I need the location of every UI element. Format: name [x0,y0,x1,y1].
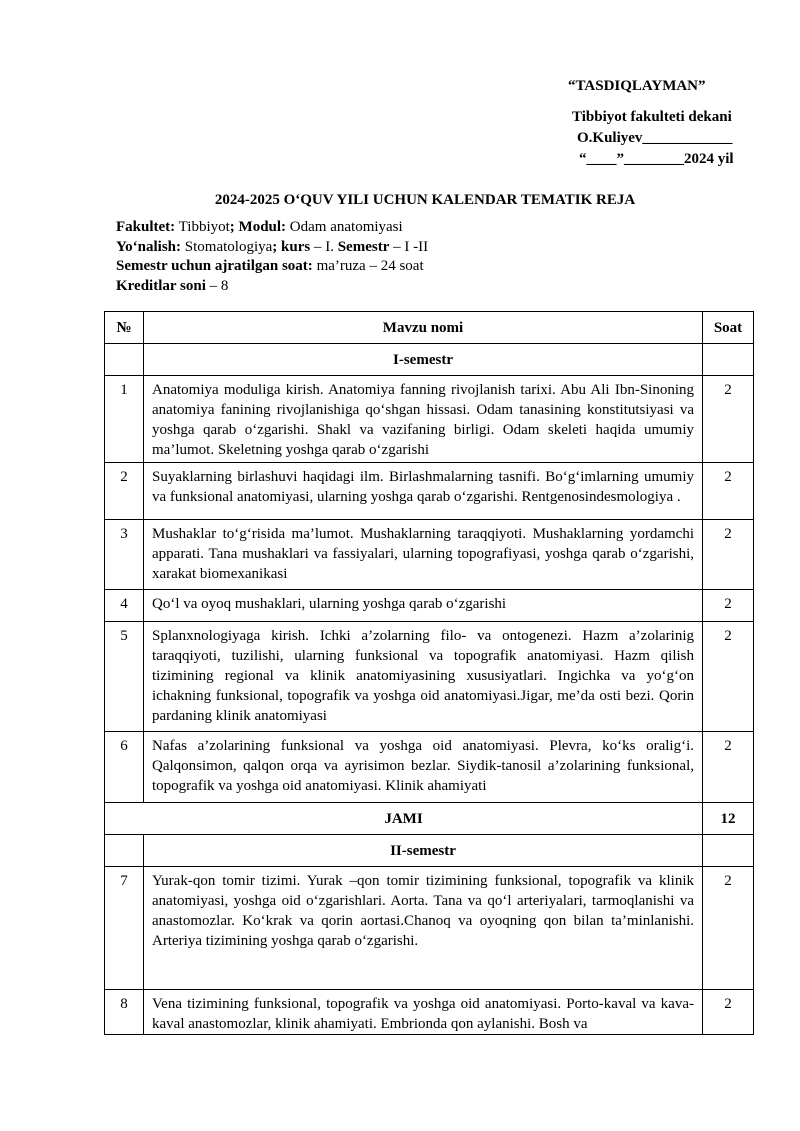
semester-row [105,344,754,376]
header-hours: Soat [703,312,754,344]
semester-empty-cell [105,344,144,376]
row-number: 2 [105,463,144,520]
module-label: ; Modul: [229,219,287,235]
table-header-row [105,312,754,344]
total-value: 12 [703,803,754,835]
meta-line-credits [116,277,428,297]
table-row [105,376,754,463]
direction-label: Yo‘nalish: [116,238,182,255]
row-hours: 2 [703,376,754,463]
table-row [105,990,754,1035]
semester-value: – I -II [389,238,429,255]
header-topic: Mavzu nomi [144,312,703,344]
hours-value: ma’ruza – 24 soat [312,258,424,274]
row-hours: 2 [703,463,754,520]
table-row [105,867,754,990]
approval-date: “____”________2024 yil [579,151,734,167]
hours-label: Semestr uchun ajratilgan soat: [116,258,313,274]
row-topic: Yurak-qon tomir tizimi. Yurak –qon tomir tizimining funksional, topografik va klinik anatomiyasi, yoshga oid o‘zgarishlari. Aorta. Tana va qo‘l arteriyalari, tarmoqlanishi va anastomozlar. Ko‘krak va qorin aortasi.Chanoq va oyoqning qon bilan ta’minlanishi. Arteriya tizimining yoshga qarab o‘zgarishi. [144,867,703,990]
row-topic: Splanxnologiyaga kirish. Ichki a’zolarning filo- va ontogenezi. Hazm a’zolarinig taraqqiyoti, tuzilishi, ularning funksional va topografik anatomiyasi. Hazm qilish tizimining regional va klinik anatomiyasining xususiyatlari. Ingichka va yo‘g‘on ichakning funksional, topografik va yoshga oid anatomiyasi.Jigar, me’da osti bezi. Qorin pardaning klinik anatomiyasi [144,622,703,732]
credits-label: Kreditlar soni [116,277,206,294]
row-number: 5 [105,622,144,732]
row-hours: 2 [703,867,754,990]
row-topic: Mushaklar to‘g‘risida ma’lumot. Mushaklarning taraqqiyoti. Mushaklarning yordamchi apparati. Tana mushaklari va fassiyalari, ularning topografiyasi, yoshga qarab o‘zgarishi, xarakat biomexanikasi [144,520,703,590]
direction-value: Stomatologiya [181,238,273,255]
approval-dean-name: O.Kuliyev____________ [577,130,733,146]
schedule-table [104,311,754,1035]
semester-label: Semestr [337,238,390,255]
row-hours: 2 [703,520,754,590]
row-number: 8 [105,990,144,1035]
semester-empty-cell [703,835,754,867]
faculty-label: Fakultet: [116,219,176,235]
approval-heading: “TASDIQLAYMAN” [568,78,706,94]
course-label: ; kurs [272,238,311,255]
semester-2-label: II-semestr [144,835,703,867]
row-topic: Qo‘l va oyoq mushaklari, ularning yoshga qarab o‘zgarishi [144,590,703,622]
semester-empty-cell [105,835,144,867]
meta-line-hours [116,257,428,277]
table-row [105,732,754,803]
row-number: 3 [105,520,144,590]
row-topic: Anatomiya moduliga kirish. Anatomiya fanning rivojlanish tarixi. Abu Ali Ibn-Sinoning anatomiya fanining rivojlanishiga qo‘shgan hissasi. Odam tanasining konstitutsiyasi va yoshga qarab o‘zgarishi. Shakl va vazifaning birligi. Odam skeleti haqida umumiy ma’lumot. Skeletning yoshga qarab o‘zgarishi [144,376,703,463]
row-topic: Suyaklarning birlashuvi haqidagi ilm. Birlashmalarning tasnifi. Bo‘g‘imlarning umumiy va funksional anatomiyasi, ularning yoshga qarab o‘zgarishi. Rentgenosindesmologiya . [144,463,703,520]
semester-1-label: I-semestr [144,344,703,376]
semester-row [105,835,754,867]
faculty-value: Tibbiyot [175,219,230,235]
header-number: № [105,312,144,344]
approval-dean-title: Tibbiyot fakulteti dekani [572,109,732,125]
table-row [105,520,754,590]
approval-block [566,76,766,170]
credits-value: – 8 [205,277,229,294]
row-number: 6 [105,732,144,803]
document-title: 2024-2025 O‘QUV YILI UCHUN KALENDAR TEMATIK REJA [214,192,636,208]
meta-line-direction [116,238,428,258]
row-number: 4 [105,590,144,622]
table-row [105,622,754,732]
row-topic: Nafas a’zolarining funksional va yoshga oid anatomiyasi. Plevra, ko‘ks oralig‘i. Qalqonsimon, qalqon orqa va ayrisimon bezlar. Siydik-tanosil a’zolarining funksional, topografik va yoshga oid anatomiyasi. Klinik ahamiyati [144,732,703,803]
module-value: Odam anatomiyasi [286,219,403,235]
row-hours: 2 [703,990,754,1035]
row-topic: Vena tizimining funksional, topografik va yoshga oid anatomiyasi. Porto-kaval va kava-kaval anastomozlar, klinik ahamiyati. Embrionda qon aylanishi. Bosh va [144,990,703,1035]
course-meta [116,218,428,296]
total-row [105,803,754,835]
semester-empty-cell [703,344,754,376]
row-number: 7 [105,867,144,990]
meta-line-faculty [116,218,428,238]
total-label: JAMI [105,803,703,835]
row-hours: 2 [703,590,754,622]
table-row [105,590,754,622]
table-row [105,463,754,520]
row-number: 1 [105,376,144,463]
row-hours: 2 [703,732,754,803]
row-hours: 2 [703,622,754,732]
course-value: – I. [310,238,338,255]
